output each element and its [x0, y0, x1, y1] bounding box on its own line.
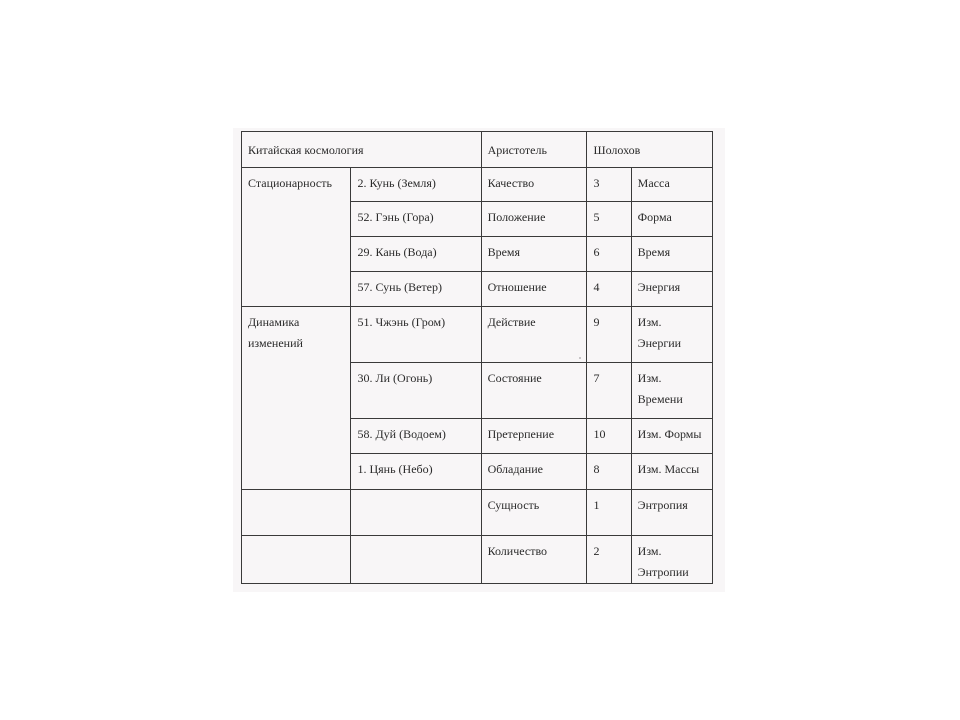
hexagram-cell: 1. Цянь (Небо)	[351, 454, 481, 490]
scan-speck	[579, 357, 581, 359]
number-cell: 6	[587, 237, 631, 272]
aristotle-cell: Качество	[481, 168, 587, 202]
group-label: Стационарность	[242, 168, 351, 307]
aristotle-cell: Количество	[481, 536, 587, 584]
scanned-document	[233, 128, 725, 592]
empty-group-cell	[242, 536, 351, 584]
table-row	[242, 307, 726, 363]
aristotle-cell: Обладание	[481, 454, 587, 490]
sholokhov-cell: Форма	[631, 202, 712, 237]
table-row	[242, 536, 726, 584]
number-cell: 4	[587, 272, 631, 307]
sholokhov-cell: Изм. Массы	[631, 454, 712, 490]
hexagram-cell: 57. Сунь (Ветер)	[351, 272, 481, 307]
sholokhov-cell: Изм. Энергии	[631, 307, 712, 363]
hexagram-cell: 30. Ли (Огонь)	[351, 363, 481, 419]
hexagram-cell: 2. Кунь (Земля)	[351, 168, 481, 202]
number-cell: 5	[587, 202, 631, 237]
number-cell: 8	[587, 454, 631, 490]
number-cell: 2	[587, 536, 631, 584]
sholokhov-cell: Время	[631, 237, 712, 272]
hexagram-cell: 29. Кань (Вода)	[351, 237, 481, 272]
number-cell: 10	[587, 419, 631, 454]
sholokhov-cell: Изм. Времени	[631, 363, 712, 419]
aristotle-cell: Состояние	[481, 363, 587, 419]
sholokhov-cell: Энергия	[631, 272, 712, 307]
hexagram-cell	[351, 536, 481, 584]
hexagram-cell: 51. Чжэнь (Гром)	[351, 307, 481, 363]
sholokhov-cell: Изм. Энтропии	[631, 536, 712, 584]
aristotle-cell: Отношение	[481, 272, 587, 307]
number-cell: 1	[587, 490, 631, 536]
header-row	[242, 132, 726, 168]
hexagram-cell	[351, 490, 481, 536]
sholokhov-cell: Энтропия	[631, 490, 712, 536]
number-cell: 9	[587, 307, 631, 363]
table-row	[242, 490, 726, 536]
empty-group-cell	[242, 490, 351, 536]
cosmology-comparison-table	[241, 131, 725, 584]
number-cell: 7	[587, 363, 631, 419]
aristotle-cell: Сущность	[481, 490, 587, 536]
sholokhov-cell: Изм. Формы	[631, 419, 712, 454]
hexagram-cell: 58. Дуй (Водоем)	[351, 419, 481, 454]
aristotle-cell: Положение	[481, 202, 587, 237]
header-sholokhov: Шолохов	[587, 132, 713, 168]
number-cell: 3	[587, 168, 631, 202]
aristotle-cell: Время	[481, 237, 587, 272]
aristotle-cell: Претерпение	[481, 419, 587, 454]
header-aristotle: Аристотель	[481, 132, 587, 168]
header-chinese-cosmology: Китайская космология	[242, 132, 482, 168]
aristotle-cell: Действие	[481, 307, 587, 363]
group-label: Динамика изменений	[242, 307, 351, 490]
hexagram-cell: 52. Гэнь (Гора)	[351, 202, 481, 237]
sholokhov-cell: Масса	[631, 168, 712, 202]
table-row	[242, 168, 726, 202]
